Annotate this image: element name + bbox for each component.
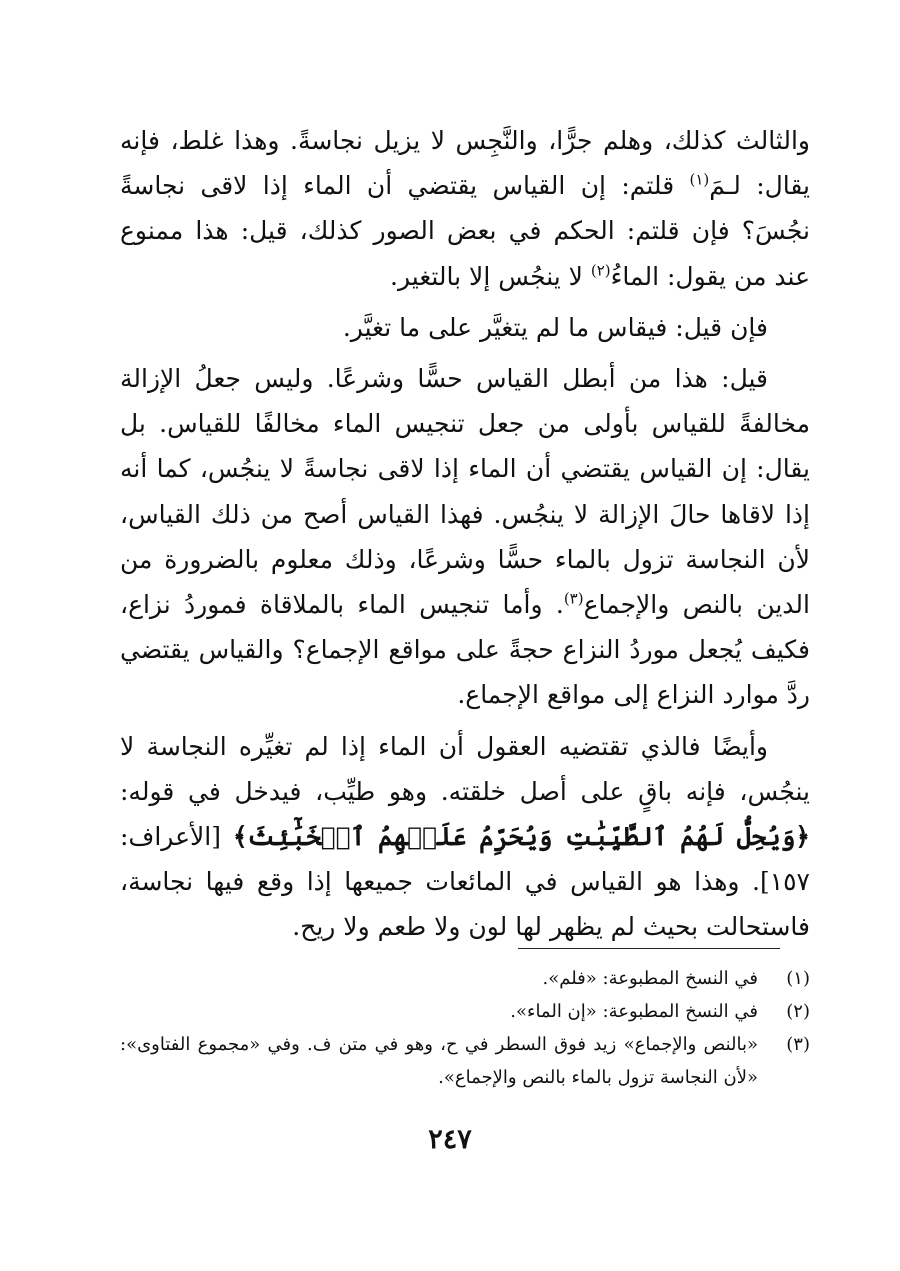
quran-verse: ﴿وَيُحِلُّ لَهُمُ ٱلطَّيِّبَٰتِ وَيُحَرِّمُ عَلَيۡهِمُ ٱلۡخَبَٰٓئِثَ﴾ (232, 822, 810, 852)
paragraph-4 (120, 724, 810, 950)
footnote-item (120, 962, 810, 995)
footnote-text: في النسخ المطبوعة: «فلم». (542, 968, 758, 989)
footnote-text: في النسخ المطبوعة: «إن الماء». (510, 1001, 758, 1022)
footnote-reference[interactable]: (١) (689, 170, 710, 189)
paragraph-text: فإن قيل: فيقاس ما لم يتغيَّر على ما تغيَّر. (342, 312, 768, 342)
verse-citation: [الأعراف: ١٥٧] (120, 822, 810, 897)
paragraph-text: وأيضًا فالذي تقتضيه العقول أن الماء إذا لم تغيِّره النجاسة لا ينجُس، فإنه باقٍ على أصل خلقته. وهو طيِّب، فيدخل في قوله: (120, 731, 810, 806)
footnote-item (120, 995, 810, 1028)
paragraph-text: قيل: هذا من أبطل القياس حسًّا وشرعًا. وليس جعلُ الإزالة مخالفةً للقياس بأولى من جعل تنجيس الماء مخالفًا للقياس. بل يقال: إن القياس يقتضي أن الماء إذا لاقى نجاسةً لا ينجُس، كما أنه إذا لاقاها حالَ الإزالة لا ينجُس. فهذا القياس أصح من ذلك القياس، لأن النجاسة تزول بالماء حسًّا وشرعًا، وذلك معلوم بالضرورة من الدين بالنص والإجماع (120, 364, 810, 620)
paragraph-text: قلتم: إن القياس يقتضي أن الماء إذا لاقى نجاسةً نجُسَ؟ فإن قلتم: الحكم في بعض الصور كذلك، قيل: هذا ممنوع عند من يقول: الماءُ (120, 171, 810, 291)
footnote-number: (٢) (786, 1001, 810, 1022)
paragraph-text: والثالث كذلك، وهلم جرًّا، والنَّجِس لا يزيل نجاسةً. وهذا غلط، فإنه يقال: لـمَ (120, 126, 810, 201)
footnote-reference[interactable]: (٣) (563, 589, 584, 608)
paragraph-text: لا ينجُس إلا بالتغير. (390, 261, 591, 291)
footnote-item (120, 1028, 810, 1094)
footnotes (120, 962, 810, 1094)
footnote-text: «بالنص والإجماع» زيد فوق السطر في ح، وهو في متن ف. وفي «مجموع الفتاوى»: «لأن النجاسة تزول بالماء بالنص والإجماع». (120, 1034, 758, 1088)
footnote-reference[interactable]: (٢) (590, 261, 611, 280)
main-text (120, 118, 810, 950)
footnote-number: (١) (786, 968, 810, 989)
footnote-separator (518, 948, 780, 949)
paragraph-text: . وهذا هو القياس في المائعات جميعها إذا وقع فيها نجاسة، فاستحالت بحيث لم يظهر لها لون ولا طعم ولا ريح. (120, 867, 810, 942)
paragraph-3 (120, 356, 810, 718)
paragraph-text: . وأما تنجيس الماء بالملاقاة فموردُ نزاع، فكيف يُجعل موردُ النزاع حجةً على مواقع الإجماع؟ والقياس يقتضي ردَّ موارد النزاع إلى مواقع الإجماع. (120, 590, 810, 710)
page-number: ٢٤٧ (428, 1124, 472, 1155)
paragraph-1 (120, 118, 810, 299)
paragraph-2 (120, 305, 810, 350)
footnote-number: (٣) (786, 1034, 810, 1055)
